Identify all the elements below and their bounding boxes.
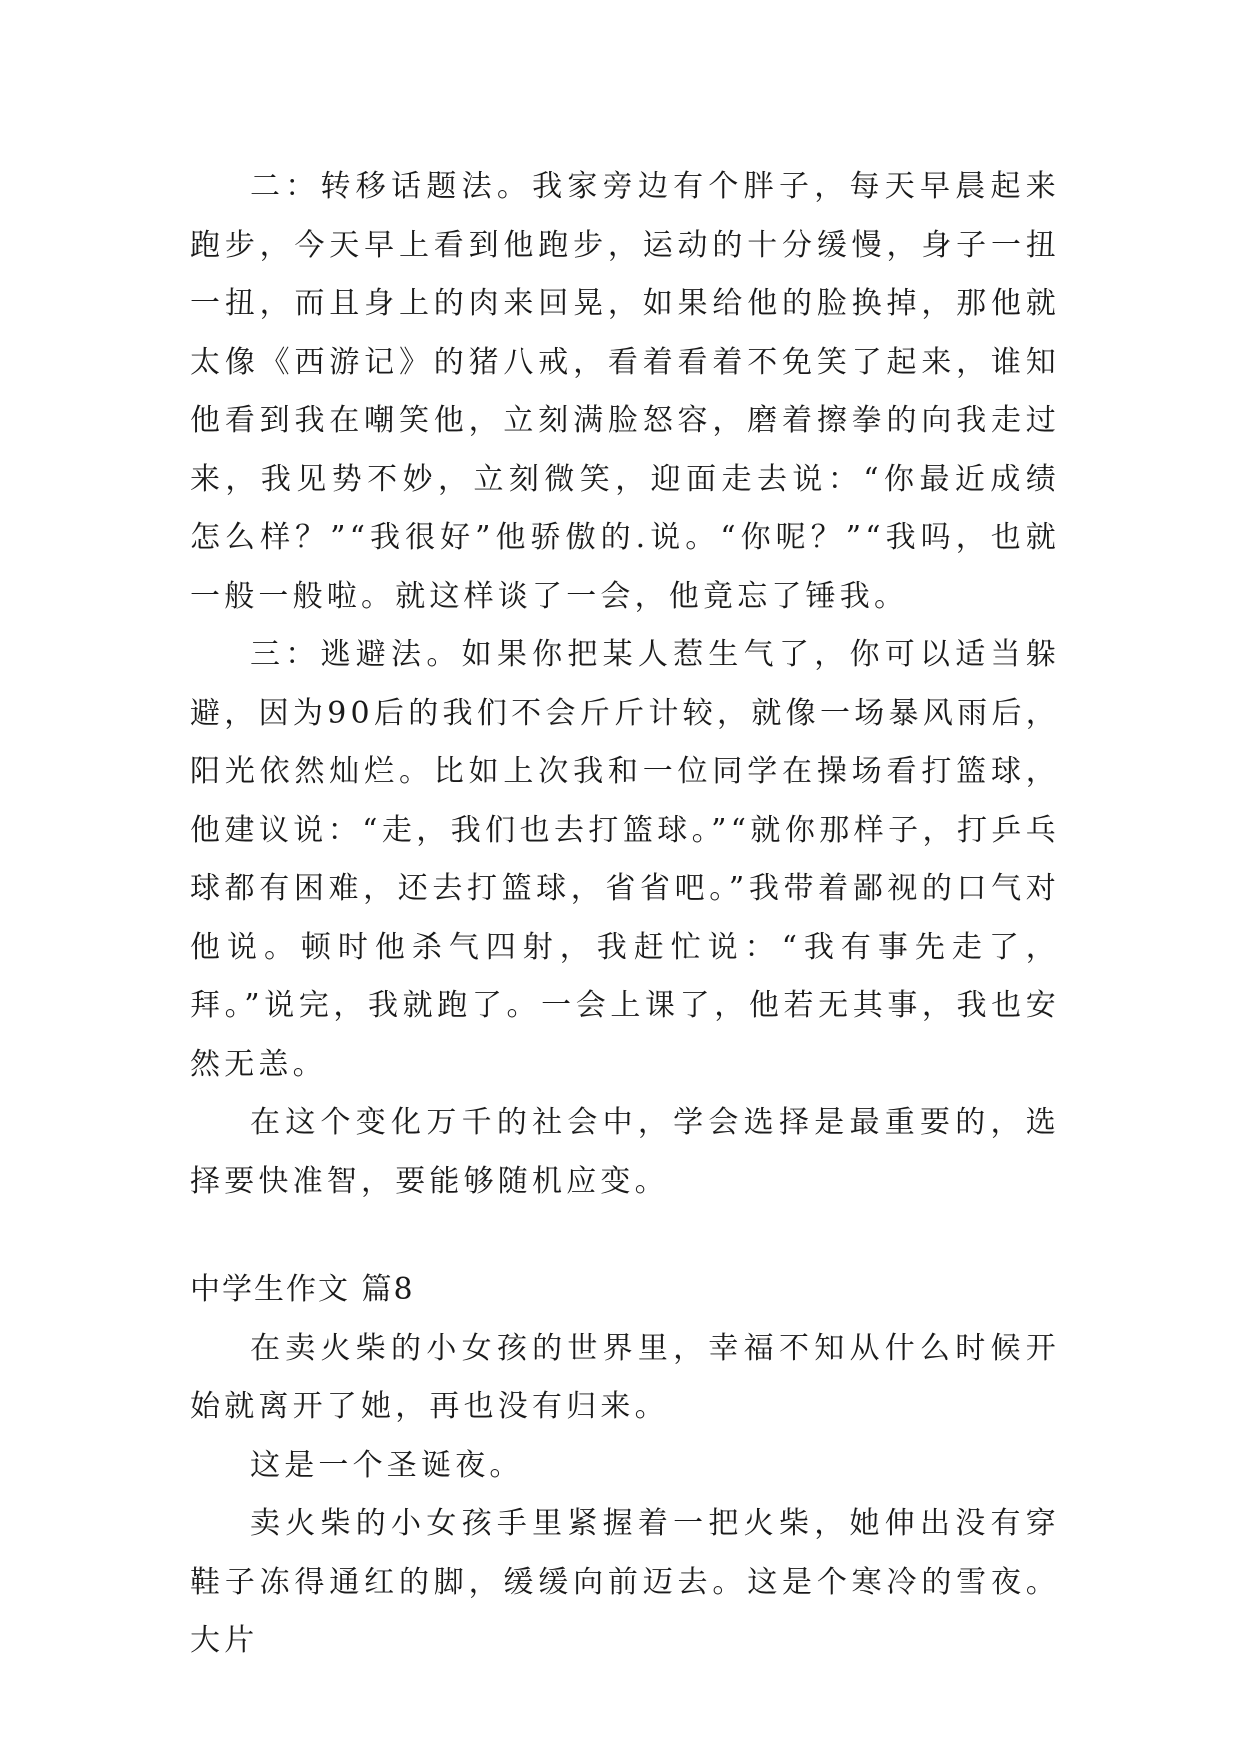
paragraph-avoidance-method: 三：逃避法。如果你把某人惹生气了，你可以适当躲避，因为90后的我们不会斤斤计较，就像一场暴风雨后，阳光依然灿烂。比如上次我和一位同学在操场看打篮球，他建议说：“走，我们也去打篮球。”“就你那样子，打乒乓球都有困难，还去打篮球，省省吧。”我带着鄙视的口气对他说。顿时他杀气四射，我赶忙说：“我有事先走了，拜。”说完，我就跑了。一会上课了，他若无其事，我也安然无恙。 [190,637,1060,1082]
paragraph-topic-change-method: 二：转移话题法。我家旁边有个胖子，每天早晨起来跑步，今天早上看到他跑步，运动的十分缓慢，身子一扭一扭，而且身上的肉来回晃，如果给他的脸换掉，那他就太像《西游记》的猪八戒，看着看着不免笑了起来，谁知他看到我在嘲笑他，立刻满脸怒容，磨着擦拳的向我走过来，我见势不妙，立刻微笑，迎面走去说：“你最近成绩怎么样？”“我很好”他骄傲的.说。“你呢？”“我吗，也就一般一般啦。就这样谈了一会，他竟忘了锤我。 [190,169,1060,614]
document-body [190,158,1060,1671]
paragraph-snow-night: 卖火柴的小女孩手里紧握着一把火柴，她伸出没有穿鞋子冻得通红的脚，缓缓向前迈去。这是个寒冷的雪夜。大片 [190,1506,1060,1658]
paragraph-match-girl-intro: 在卖火柴的小女孩的世界里，幸福不知从什么时候开始就离开了她，再也没有归来。 [190,1330,1060,1424]
paragraph-christmas-eve: 这是一个圣诞夜。 [250,1447,524,1483]
essay-heading: 中学生作文 篇8 [190,1272,415,1307]
paragraph-conclusion: 在这个变化万千的社会中，学会选择是最重要的，选择要快准智，要能够随机应变。 [190,1105,1060,1199]
